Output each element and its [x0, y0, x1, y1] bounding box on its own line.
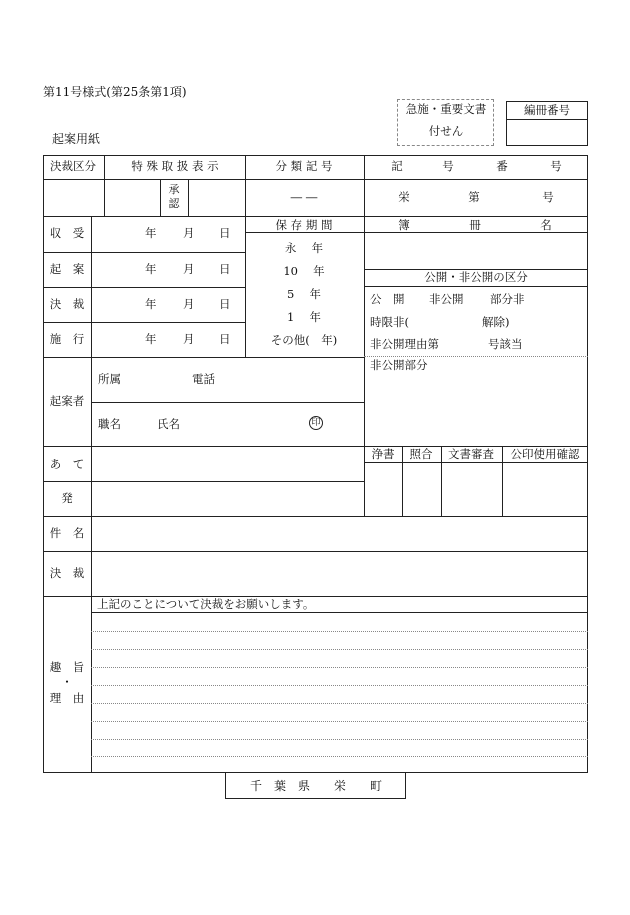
- phone-label: 電話: [192, 372, 215, 386]
- drafter-label: 起案者: [49, 394, 85, 408]
- addressee-label: あ て: [49, 457, 85, 471]
- date-label-enforce: 施 行: [49, 332, 85, 346]
- disclosure-private: 非公開: [429, 292, 464, 306]
- number-prefix: 第: [468, 190, 480, 204]
- binding-number-label: 編冊番号: [524, 103, 570, 117]
- retention-title: 保 存 期 間: [275, 218, 333, 232]
- disclosure-title: 公開・非公開の区分: [424, 270, 528, 284]
- number-suffix: 号: [542, 190, 554, 204]
- form-number: 第11号様式(第25条第1項): [43, 85, 187, 99]
- disclosure-release: 解除): [482, 315, 510, 329]
- approval-label-1: 承: [168, 183, 180, 196]
- day-unit: 日: [219, 226, 231, 240]
- disclosure-public: 公 開: [370, 292, 405, 306]
- classification-code-value: ― ―: [290, 190, 318, 204]
- urgent-label: 急施・重要文書: [405, 102, 487, 116]
- name-label: 氏名: [157, 417, 180, 431]
- month-unit: 月: [183, 332, 195, 346]
- organization-name: 千 葉 県 栄 町: [249, 779, 383, 793]
- retention-1-year: 1 年: [287, 310, 321, 324]
- approval-fair-copy: 浄書: [371, 447, 395, 461]
- classification-code-label: 分 類 記 号: [275, 159, 333, 173]
- approval-label-2: 認: [168, 197, 180, 210]
- purpose-label: 趣 旨: [49, 660, 85, 674]
- approval-seal-use: 公印使用確認: [510, 447, 580, 461]
- disclosure-reason-suffix: 号該当: [488, 337, 523, 351]
- disclosure-reason: 非公開理由第: [370, 337, 439, 351]
- position-label: 職名: [98, 417, 121, 431]
- purpose-separator: ・: [61, 675, 73, 689]
- decision-category-label: 決裁区分: [50, 159, 96, 173]
- day-unit: 日: [219, 262, 231, 276]
- request-text: 上記のことについて決裁をお願いします。: [97, 597, 315, 611]
- form-title: 起案用紙: [52, 132, 101, 146]
- tag-label: 付せん: [428, 124, 464, 138]
- seal-mark: 印: [309, 416, 323, 430]
- town-prefix: 栄: [398, 190, 410, 204]
- month-unit: 月: [183, 226, 195, 240]
- disclosure-private-part: 非公開部分: [370, 358, 428, 372]
- code-number-label-1: 記: [391, 159, 403, 173]
- retention-5-years: 5 年: [287, 287, 321, 301]
- year-unit: 年: [145, 332, 157, 346]
- register-label-1: 簿: [398, 218, 410, 232]
- date-label-receive: 収 受: [49, 226, 85, 240]
- affiliation-label: 所属: [98, 372, 121, 386]
- year-unit: 年: [145, 262, 157, 276]
- sender-label: 発: [61, 491, 73, 505]
- retention-10-years: 10 年: [283, 264, 325, 278]
- date-label-draft: 起 案: [49, 262, 85, 276]
- day-unit: 日: [219, 332, 231, 346]
- code-number-label-3: 番: [496, 159, 508, 173]
- year-unit: 年: [145, 297, 157, 311]
- retention-other: その他( 年): [270, 333, 338, 347]
- register-label-2: 冊: [469, 218, 481, 232]
- retention-permanent: 永 年: [284, 241, 324, 255]
- date-label-decision: 決 裁: [49, 297, 85, 311]
- reason-label: 理 由: [49, 691, 85, 705]
- disclosure-time-limited: 時限非(: [370, 315, 409, 329]
- month-unit: 月: [183, 262, 195, 276]
- month-unit: 月: [183, 297, 195, 311]
- code-number-label-2: 号: [442, 159, 454, 173]
- decision-label: 決 裁: [49, 566, 85, 580]
- year-unit: 年: [145, 226, 157, 240]
- code-number-label-4: 号: [550, 159, 562, 173]
- special-handling-label: 特 殊 取 扱 表 示: [131, 159, 219, 173]
- disclosure-partial: 部分非: [490, 292, 525, 306]
- subject-label: 件 名: [49, 526, 85, 540]
- approval-document-review: 文書審査: [448, 447, 494, 461]
- approval-collation: 照合: [409, 447, 433, 461]
- day-unit: 日: [219, 297, 231, 311]
- register-label-3: 名: [540, 218, 552, 232]
